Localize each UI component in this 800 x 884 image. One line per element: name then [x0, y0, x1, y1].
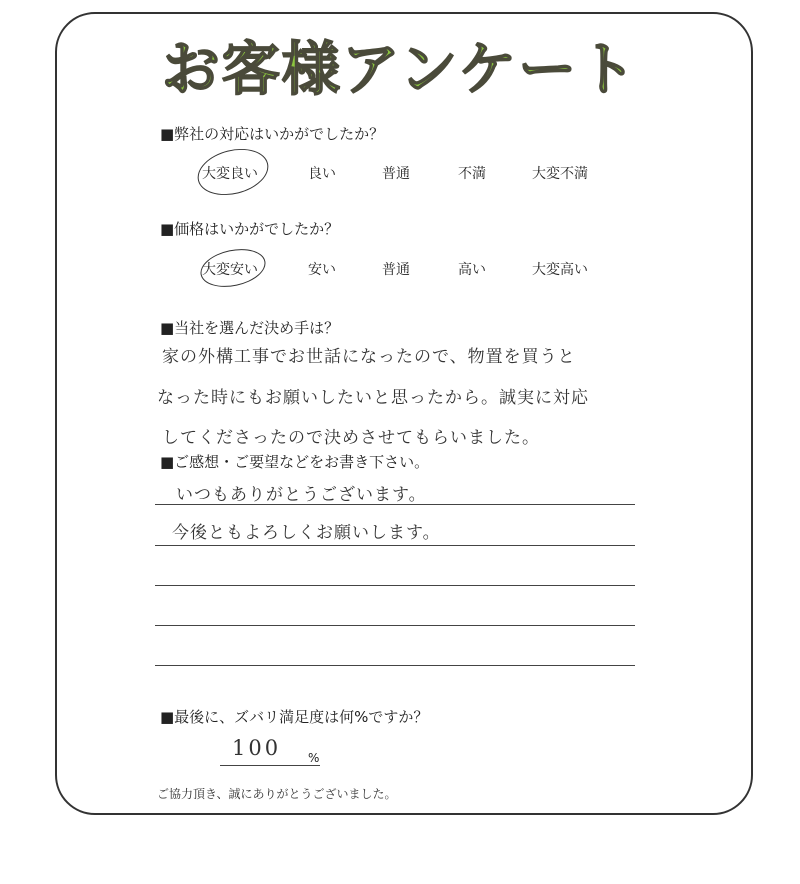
question-deciding-factor: ■当社を選んだ決め手は？	[160, 319, 340, 337]
comment-rule-2	[155, 545, 635, 546]
service-option-2[interactable]: 良い	[308, 166, 336, 182]
service-option-5[interactable]: 大変不満	[532, 166, 588, 182]
satisfaction-value: 100	[232, 736, 282, 760]
service-option-1[interactable]: 大変良い	[202, 166, 258, 182]
deciding-factor-line-3: してくださったので決めさせてもらいました。	[162, 428, 540, 448]
price-option-4[interactable]: 高い	[458, 262, 486, 278]
question-satisfaction: ■最後に、ズバリ満足度は何%ですか？	[160, 708, 429, 726]
service-option-3[interactable]: 普通	[382, 166, 410, 182]
comment-rule-5	[155, 665, 635, 666]
footer-thanks: ご協力頂き、誠にありがとうございました。	[157, 787, 397, 801]
percent-unit: %	[308, 751, 320, 765]
question-comments: ■ご感想・ご要望などをお書き下さい。	[160, 453, 430, 471]
price-option-3[interactable]: 普通	[382, 262, 410, 278]
question-service: ■弊社の対応はいかがでしたか？	[160, 125, 385, 143]
price-option-5[interactable]: 大変高い	[532, 262, 588, 278]
satisfaction-underline	[220, 765, 320, 766]
comment-line-1: いつもありがとうございます。	[176, 485, 427, 505]
price-option-2[interactable]: 安い	[308, 262, 336, 278]
comment-rule-4	[155, 625, 635, 626]
comment-rule-1	[155, 504, 635, 505]
deciding-factor-line-2: なった時にもお願いしたいと思ったから。誠実に対応	[157, 388, 589, 408]
comment-line-2: 今後ともよろしくお願いします。	[172, 523, 441, 543]
deciding-factor-line-1: 家の外構工事でお世話になったので、物置を買うと	[162, 347, 576, 367]
price-option-1[interactable]: 大変安い	[202, 262, 258, 278]
question-price: ■価格はいかがでしたか？	[160, 220, 340, 238]
comment-rule-3	[155, 585, 635, 586]
survey-title: お客様アンケート	[161, 35, 639, 103]
service-option-4[interactable]: 不満	[458, 166, 486, 182]
